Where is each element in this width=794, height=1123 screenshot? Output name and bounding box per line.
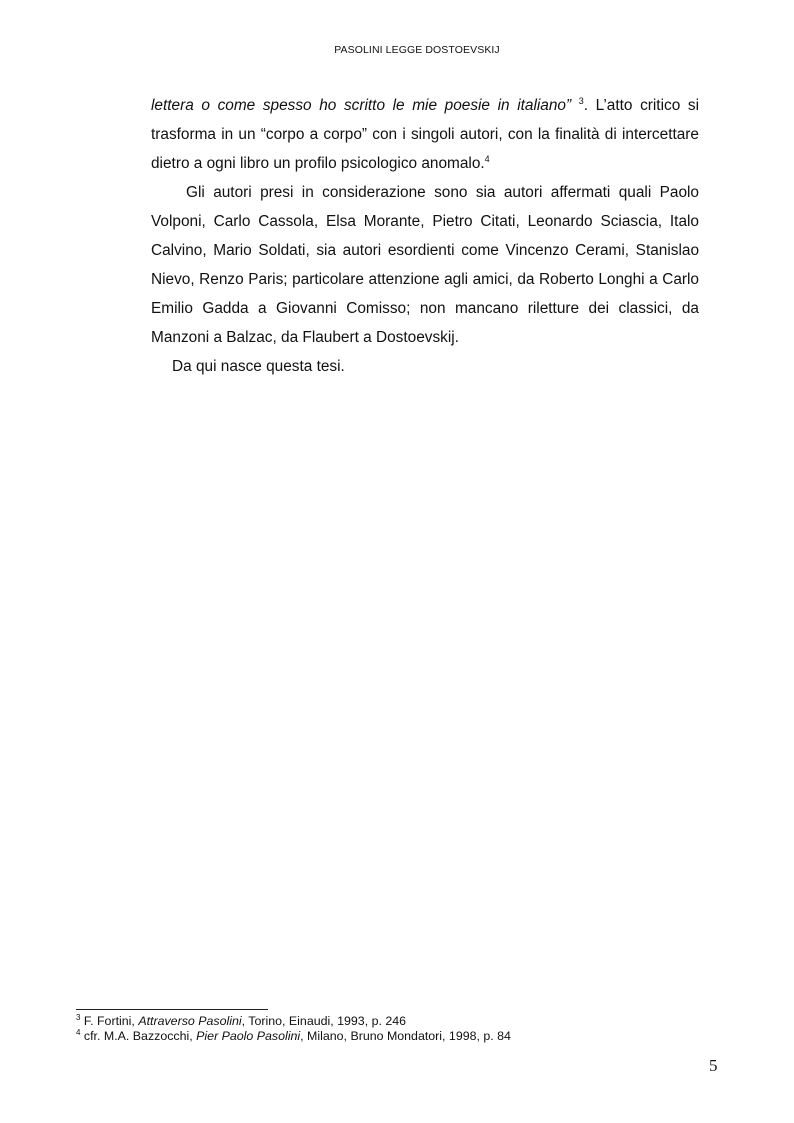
footnote-details: , Milano, Bruno Mondatori, 1998, p. 84 [300,1029,511,1043]
running-header: PASOLINI LEGGE DOSTOEVSKIJ [334,44,500,56]
footnote-ref-3[interactable]: 3 [578,96,584,106]
footnote-number: 4 [76,1028,81,1037]
footnote-details: , Torino, Einaudi, 1993, p. 246 [241,1014,407,1028]
footnotes [76,1014,696,1044]
footnote-title: Attraverso Pasolini [138,1014,242,1028]
body-text [151,91,699,381]
paragraph-1 [151,91,699,178]
footnote-author: F. Fortini, [83,1014,135,1028]
footnote-4 [76,1029,696,1044]
paragraph-3: Da qui nasce questa tesi. [172,358,345,375]
paragraph-2: Gli autori presi in considerazione sono sia autori affermati quali Paolo Volponi, Carlo Cassola, Elsa Morante, Pietro Citati, Leonardo Sciascia, Italo Calvino, Mario Soldati, sia autori esordienti come Vincenzo Cerami, Stanislao Nievo, Renzo Paris; particolare attenzione agli amici, da Roberto Longhi a Carlo Emilio Gadda a Giovanni Comisso; non mancano riletture dei classici, da Manzoni a Balzac, da Flaubert a Dostoevskij. [151,184,699,346]
footnote-3 [76,1014,696,1029]
page-number: 5 [709,1056,718,1075]
footnote-title: Pier Paolo Pasolini [196,1029,301,1043]
footnote-number: 3 [76,1013,81,1022]
footnote-ref-4[interactable]: 4 [484,154,490,164]
footnote-author: cfr. M.A. Bazzocchi, [83,1029,193,1043]
paragraph-1-text: . L’atto critico si trasforma in un “corpo a corpo” con i singoli autori, con la finalità di intercettare dietro a ogni libro un profilo psicologico anomalo. [151,97,699,172]
footnote-separator [76,1009,268,1010]
quotation-italic: lettera o come spesso ho scritto le mie poesie in italiano” [151,97,572,114]
